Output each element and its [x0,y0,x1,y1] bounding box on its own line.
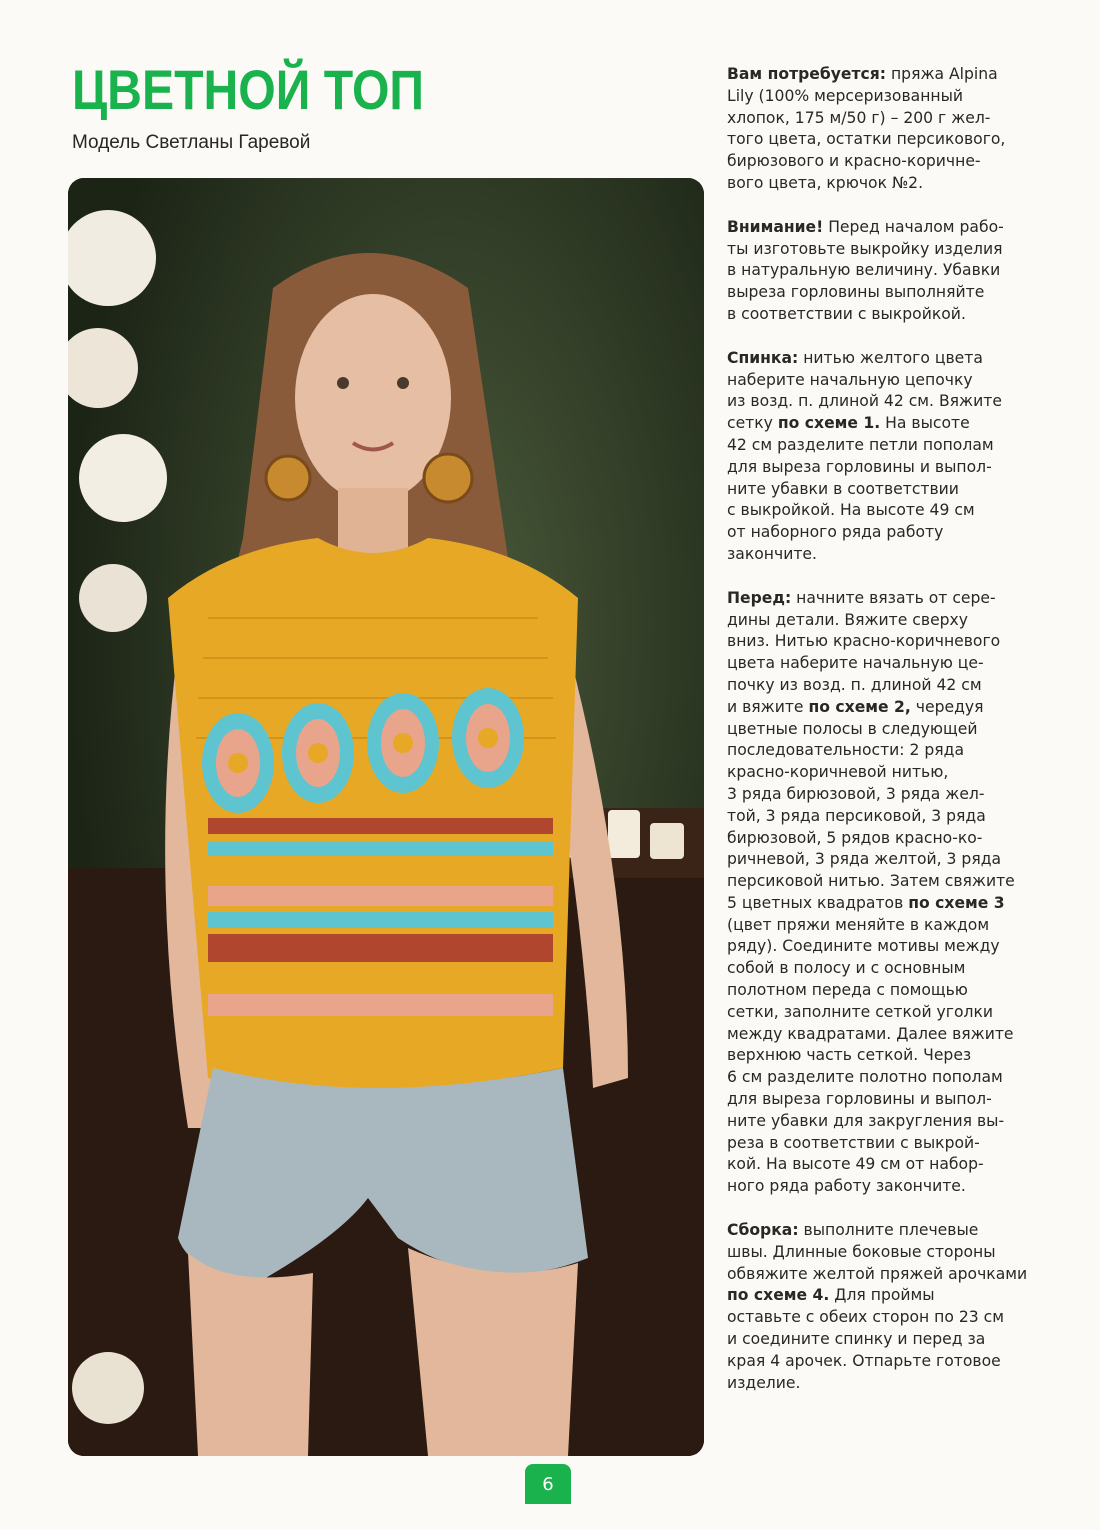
section-text: начните вязать от сере- дины детали. Вяжите сверху вниз. Нитью красно-коричневого цвета наберите начальную це- почку из возд. п. длиной 42 см и вяжите [727,588,1001,716]
section-label: Сборка: [727,1221,799,1240]
section-label: Перед: [727,588,792,607]
section-text: Перед началом рабо- ты изготовьте выкройку изделия в натуральную величину. Убавки выреза горловины выполняйте в соответствии с выкройкой. [727,217,1004,323]
instructions-column [727,64,1032,1416]
chart-reference: по схеме 3 [908,893,1005,912]
back-section [727,348,1032,566]
model-photo [68,178,704,1456]
section-text: выполните плечевые швы. Длинные боковые стороны обвяжите желтой пряжей арочками [727,1221,1028,1283]
materials-section [727,64,1032,195]
attention-section [727,217,1032,326]
crochet-top-illustration [68,178,704,1456]
chart-reference: по схеме 4. [727,1286,830,1305]
section-label: Внимание! [727,217,824,236]
page-title: ЦВЕТНОЙ ТОП [72,58,425,121]
section-text: Для проймы оставьте с обеих сторон по 23 см и соедините спинку и перед за края 4 арочек. Отпарьте готовое изделие. [727,1286,1004,1392]
chart-reference: по схеме 2, [808,697,911,716]
section-text: чередуя цветные полосы в следующей последовательности: 2 ряда красно-коричневой нитью, 3 ряда бирюзовой, 3 ряда жел- той, 3 ряда персиковой, 3 ряда бирюзовой, 5 рядов красно-ко- ричневой, 3 ряда желтой, 3 ряда персиковой нитью. Затем свяжите 5 цветных квадратов [727,697,1015,912]
chart-reference: по схеме 1. [777,414,881,433]
assembly-section [727,1220,1032,1394]
section-label: Вам потребуется: [727,65,887,83]
section-label: Спинка: [727,348,799,367]
section-text: нитью желтого цвета наберите начальную цепочку из возд. п. длиной 42 см. Вяжите сетку [727,348,1002,433]
section-text: На высоте 42 см разделите петли пополам для выреза горловины и выпол- ните убавки в соответствии с выкройкой. На высоте 49 см от наборного ряда работу закончите. [727,414,994,563]
designer-credit: Модель Светланы Гаревой [72,132,311,153]
page-number: 6 [525,1464,571,1504]
front-section [727,588,1032,1198]
section-text: пряжа Alpina Lily (100% мерсеризованный хлопок, 175 м/50 г) – 200 г жел- того цвета, остатки персикового, бирюзового и красно-коричне- вого цвета, крючок №2. [727,65,1006,192]
section-text: (цвет пряжи меняйте в каждом ряду). Соедините мотивы между собой в полосу и с основным полотном переда с помощью сетки, заполните сеткой уголки между квадратами. Далее вяжите верхнюю часть сеткой. Через 6 см разделите полотно пополам для выреза горловины и выпол- ните убавки для закругления вы- реза в соответствии с выкрой- кой. На высоте 49 см от набор- ного ряда работу закончите. [727,915,1014,1196]
